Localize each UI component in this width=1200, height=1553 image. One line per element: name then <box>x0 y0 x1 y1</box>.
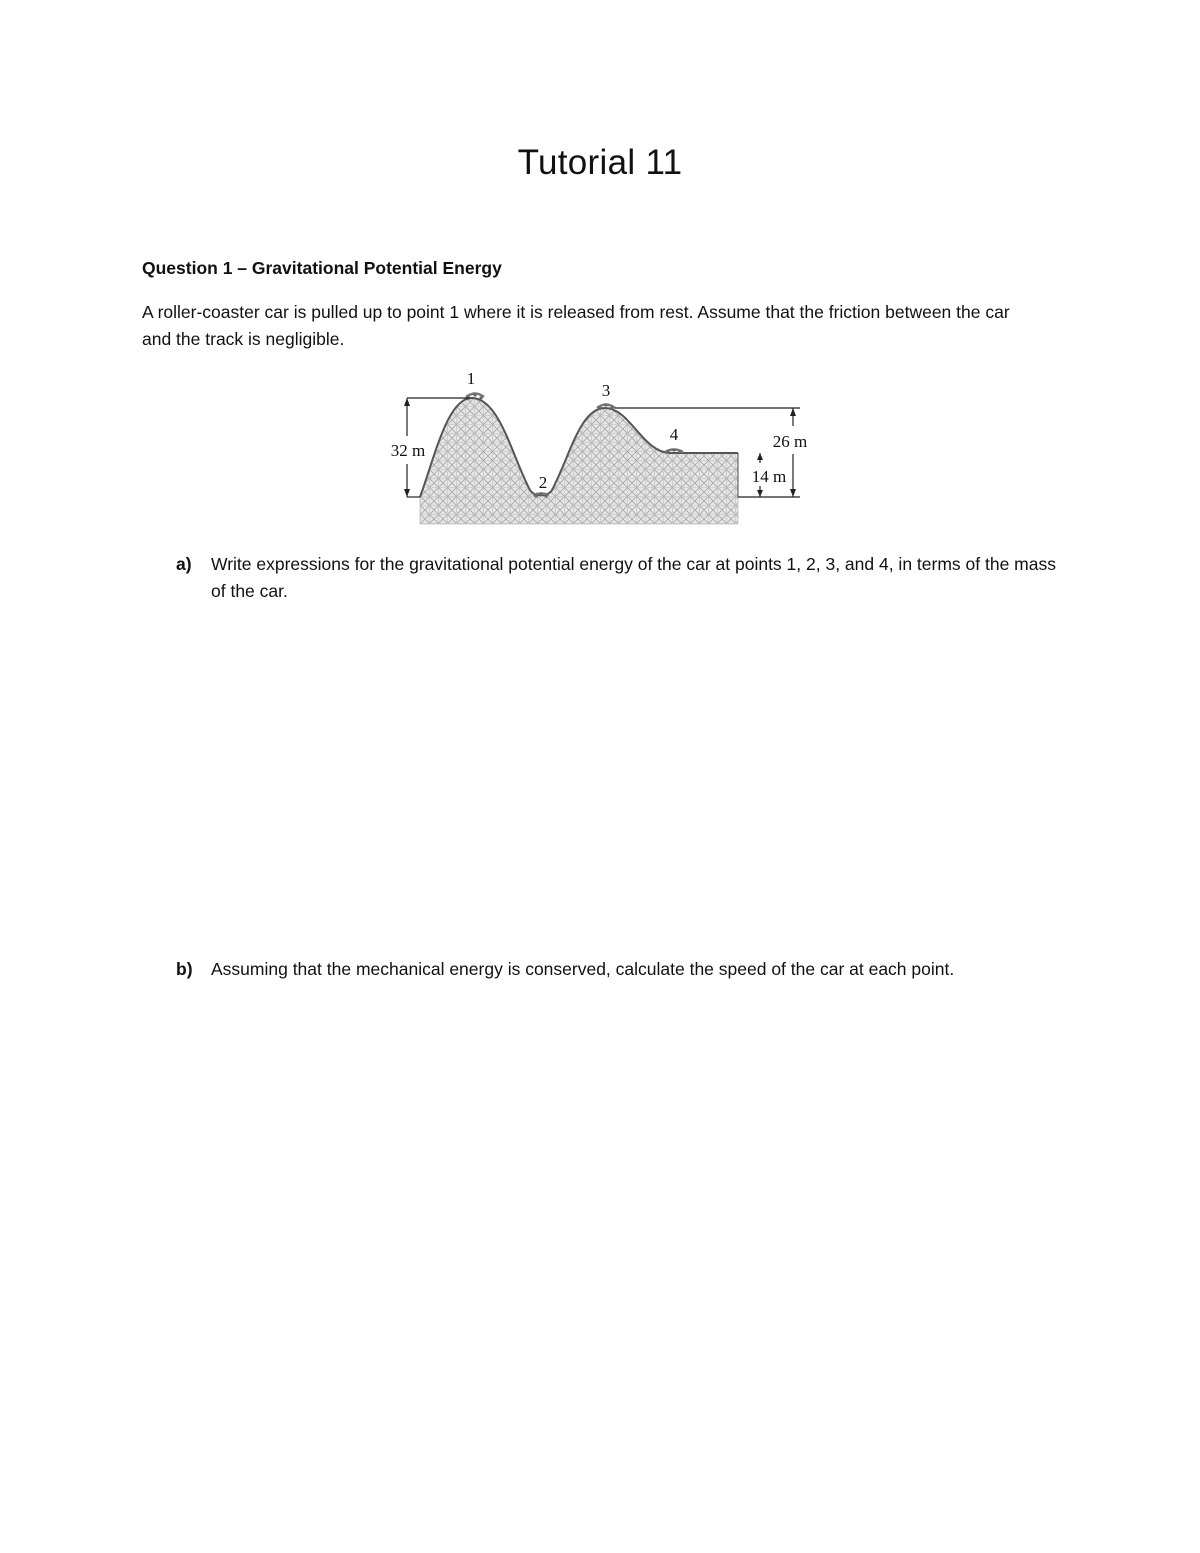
height-label-26m: 26 m <box>772 432 808 451</box>
point-label-1: 1 <box>466 369 476 388</box>
part-b <box>176 956 1056 983</box>
track-support <box>420 398 738 497</box>
part-b-label: b) <box>176 959 193 979</box>
part-a <box>176 551 1056 605</box>
question-intro: A roller-coaster car is pulled up to point 1 where it is released from rest. Assume that the friction between the car and the track is negligible. <box>142 302 1010 349</box>
part-b-text: Assuming that the mechanical energy is conserved, calculate the speed of the car at each point. <box>211 959 955 979</box>
point-label-2: 2 <box>538 473 548 492</box>
page-title: Tutorial 11 <box>517 143 683 182</box>
ground-structure <box>420 497 738 524</box>
point-label-4: 4 <box>669 425 679 444</box>
height-label-32m: 32 m <box>390 441 426 460</box>
part-a-text: Write expressions for the gravitational potential energy of the car at points 1, 2, 3, and 4, in terms of the mass of the car. <box>211 554 1056 601</box>
point-label-3: 3 <box>601 381 611 400</box>
question-heading: Question 1 – Gravitational Potential Energy <box>142 258 502 278</box>
roller-coaster-diagram <box>380 366 820 528</box>
height-label-14m: 14 m <box>751 467 787 486</box>
roller-coaster-figure <box>380 366 820 528</box>
part-a-label: a) <box>176 554 192 574</box>
